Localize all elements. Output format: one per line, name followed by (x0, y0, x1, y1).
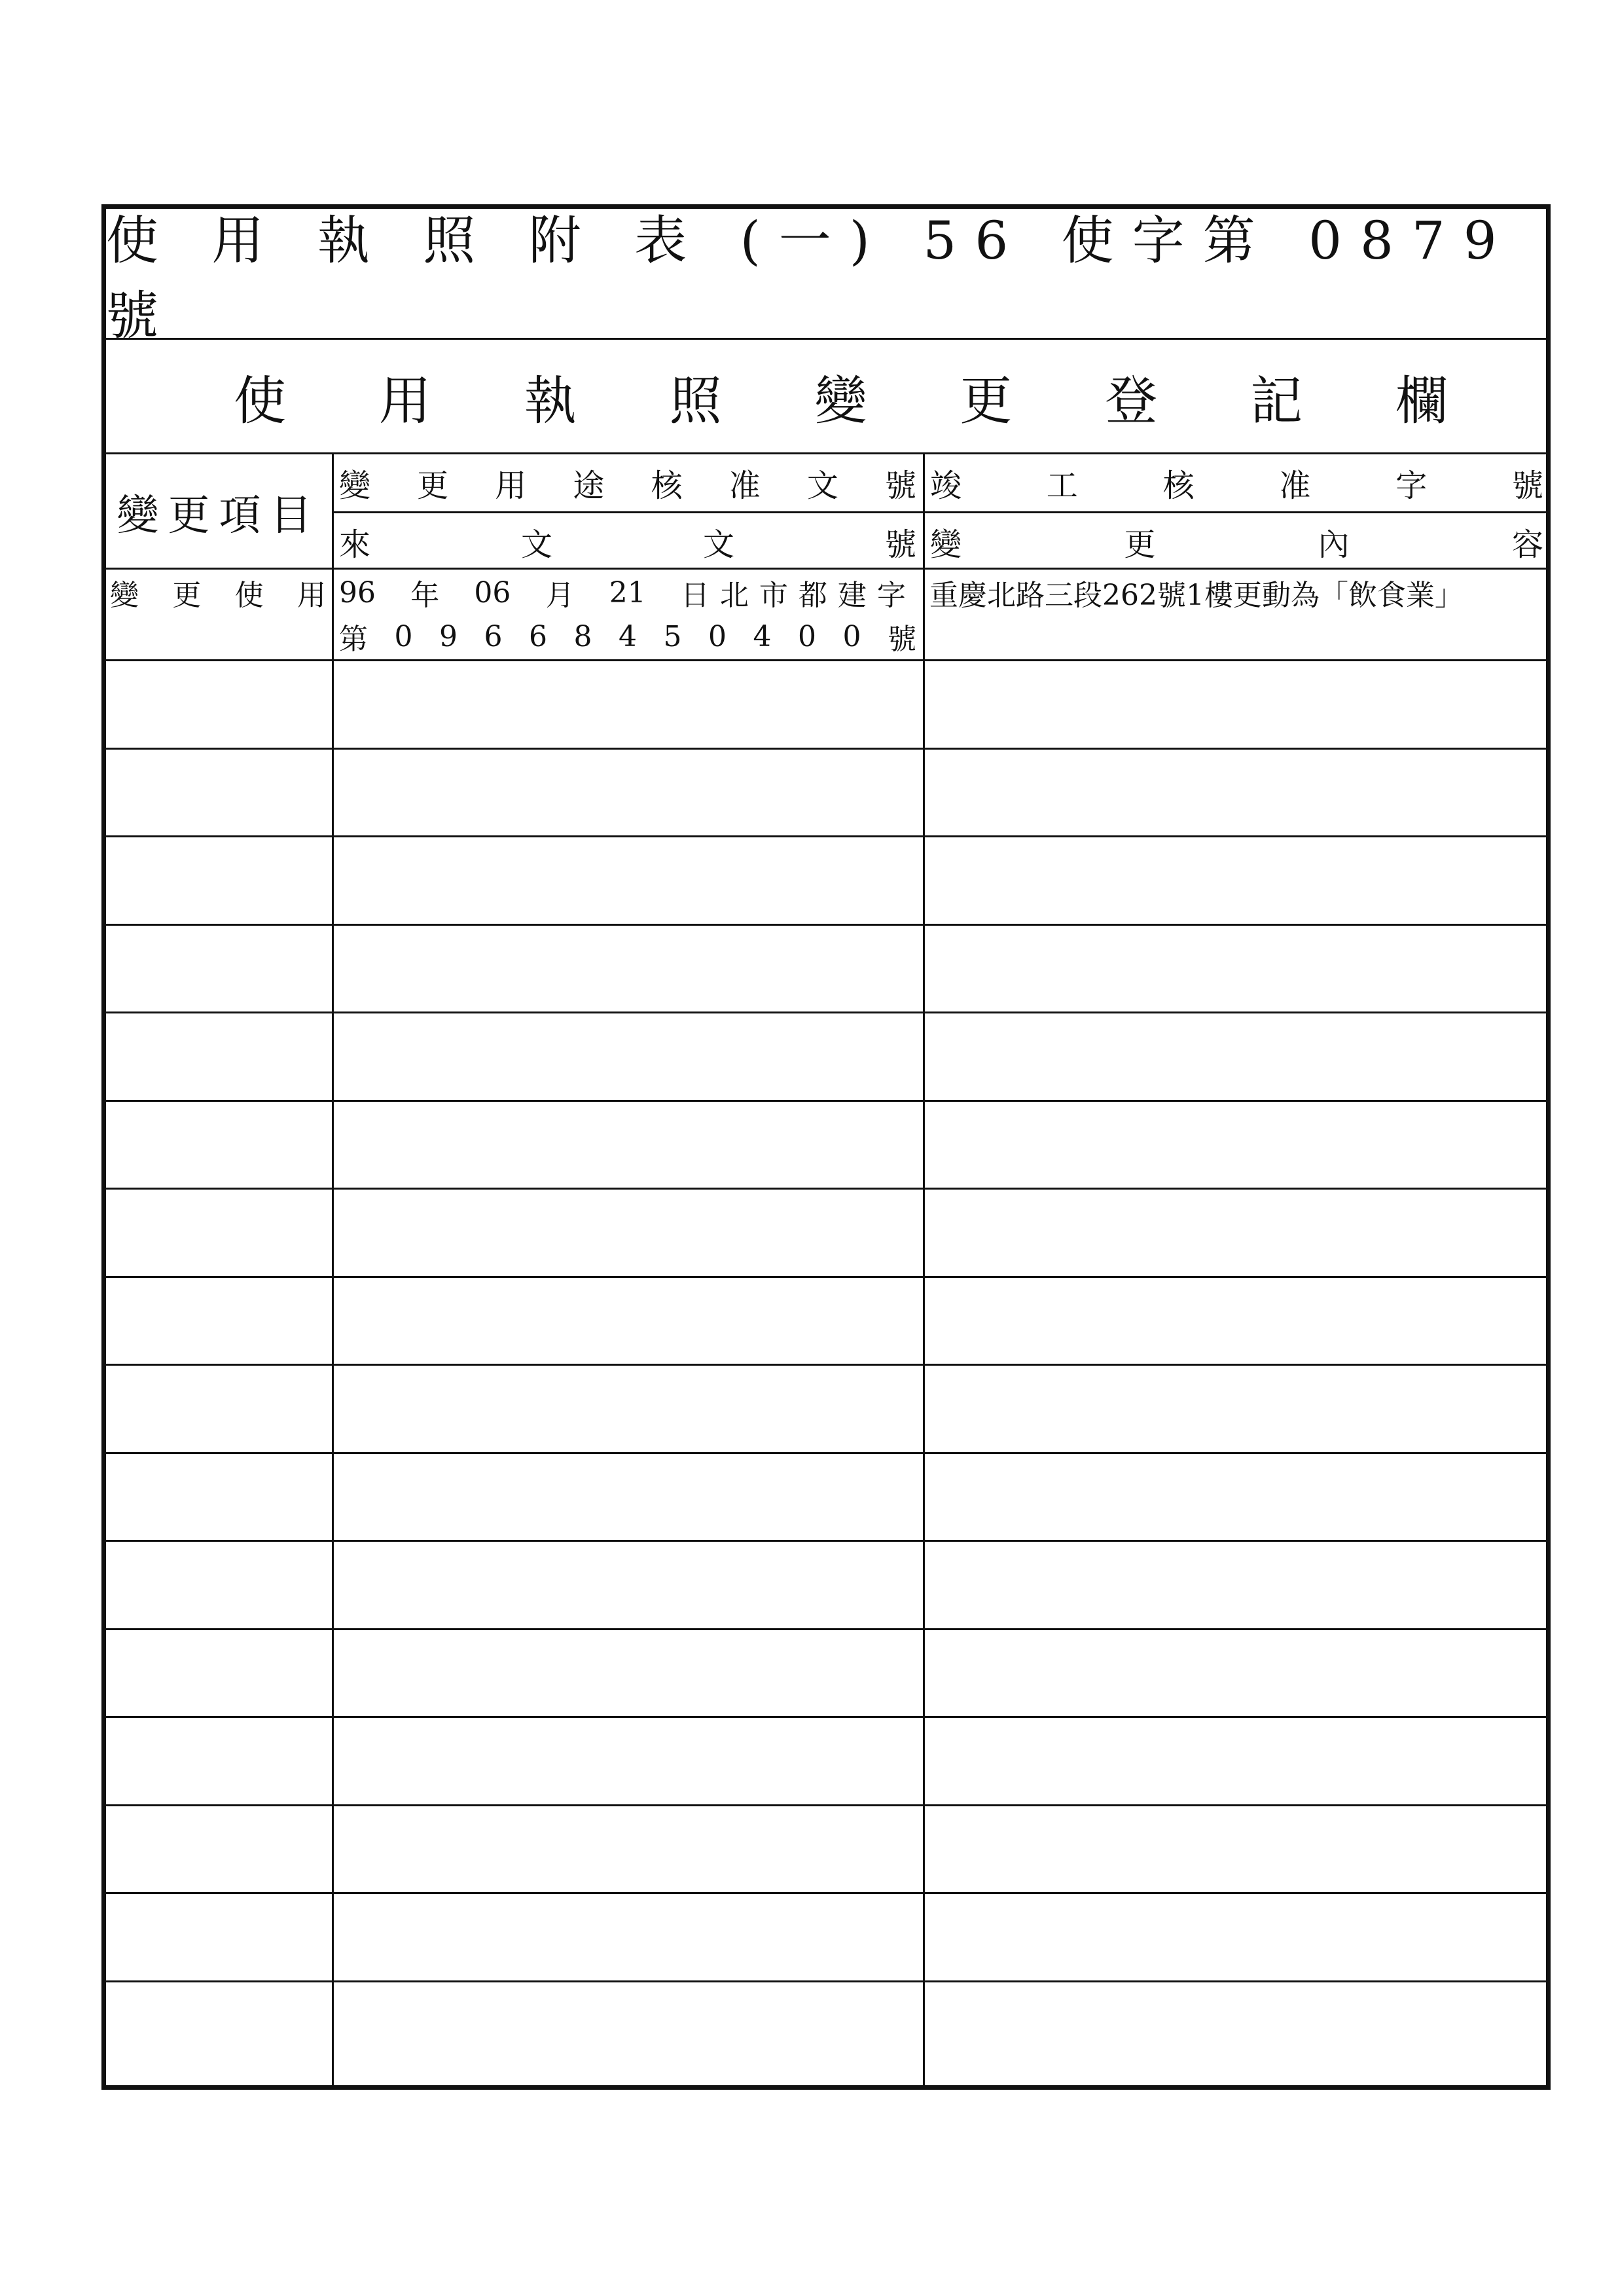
header-char: 字 (1395, 467, 1428, 504)
header-char: 號 (1511, 467, 1543, 504)
table-row (106, 1894, 1546, 1982)
approval-digit: 4 (753, 619, 772, 653)
header-char: 號 (884, 526, 916, 563)
header-completion-no (927, 454, 1546, 511)
header-char: 來 (339, 526, 371, 563)
header-char: 用 (495, 467, 527, 504)
approval-part: 21 (609, 575, 646, 610)
approval-digit: 0 (798, 619, 816, 653)
form-title (106, 209, 1546, 346)
header-char: 文 (702, 526, 734, 563)
header-char: 工 (1046, 467, 1078, 504)
subtitle-char: 用 (378, 370, 431, 431)
approval-part: 96 (339, 575, 376, 610)
table-row (106, 1454, 1546, 1542)
header-char: 容 (1511, 526, 1543, 563)
table-row (106, 926, 1546, 1014)
approval-digit: 6 (529, 619, 547, 653)
approval-part: 06 (474, 575, 511, 610)
header-char: 核 (651, 467, 683, 504)
table-row (106, 1278, 1546, 1366)
change-record-table (106, 454, 1546, 2085)
table-row (106, 750, 1546, 838)
approval-digit: 5 (663, 619, 682, 653)
approval-digit: 0 (842, 619, 861, 653)
header-char: 內 (1318, 526, 1350, 563)
header-char: 號 (884, 467, 916, 504)
table-row (106, 1718, 1546, 1806)
approval-part: 年 (410, 579, 440, 612)
subtitle-char: 登 (1105, 370, 1158, 431)
header-approval-no (336, 454, 919, 511)
approval-digit: 4 (619, 619, 637, 653)
table-row (106, 570, 1546, 661)
row-item-char: 更 (172, 579, 202, 612)
approval-digit: 9 (439, 619, 458, 653)
header-char: 變 (930, 526, 962, 563)
table-row (106, 1630, 1546, 1719)
row-approval-line2 (336, 614, 919, 659)
header-change-item-label: 變更項目 (117, 492, 321, 540)
header-change-item (106, 454, 332, 570)
approval-digit: 8 (573, 619, 592, 653)
header-source-no (336, 513, 919, 570)
table-row (106, 1806, 1546, 1895)
usage-permit-attachment-form (101, 204, 1551, 2090)
table-row (106, 1013, 1546, 1102)
change-content-text: 重慶北路三段262號1樓更動為「飲食業」 (929, 579, 1464, 612)
row-change-item (110, 570, 326, 615)
header-char: 變 (339, 467, 371, 504)
header-char: 竣 (930, 467, 962, 504)
approval-part: 日北市都建字 (680, 579, 916, 612)
subtitle-char: 記 (1250, 370, 1303, 431)
approval-digit: 6 (484, 619, 503, 653)
approval-digit: 第 (339, 623, 368, 656)
header-char: 核 (1162, 467, 1195, 504)
row-approval-line1 (336, 570, 919, 615)
subtitle-char: 執 (524, 370, 577, 431)
header-char: 文 (520, 526, 552, 563)
form-subtitle (106, 340, 1546, 454)
row-item-char: 使 (234, 579, 264, 612)
header-change-content (927, 513, 1546, 570)
header-char: 准 (1279, 467, 1311, 504)
subtitle-char: 變 (814, 370, 867, 431)
table-row (106, 1102, 1546, 1190)
row-change-content (929, 570, 1548, 615)
subtitle-char: 更 (960, 370, 1013, 431)
subtitle-char: 照 (669, 370, 722, 431)
header-char: 更 (417, 467, 449, 504)
subtitle-char: 使 (234, 370, 286, 431)
approval-digit: 0 (394, 619, 413, 653)
form-title-text: 使 用 執 照 附 表 (一) 56 使字第 0879 號 (106, 210, 1515, 346)
table-row (106, 1366, 1546, 1454)
table-header-row (106, 454, 1546, 570)
approval-digit: 號 (888, 623, 916, 656)
header-char: 途 (573, 467, 605, 504)
header-char: 文 (806, 467, 838, 504)
approval-digit: 0 (708, 619, 727, 653)
row-item-char: 用 (297, 579, 326, 612)
table-row (106, 661, 1546, 750)
subtitle-char: 欄 (1395, 370, 1448, 431)
table-row (106, 1542, 1546, 1630)
header-char: 准 (728, 467, 761, 504)
table-row (106, 1190, 1546, 1278)
header-char: 更 (1124, 526, 1156, 563)
approval-part: 月 (545, 579, 575, 612)
row-item-char: 變 (110, 579, 139, 612)
table-row (106, 1982, 1546, 2071)
table-row (106, 837, 1546, 926)
